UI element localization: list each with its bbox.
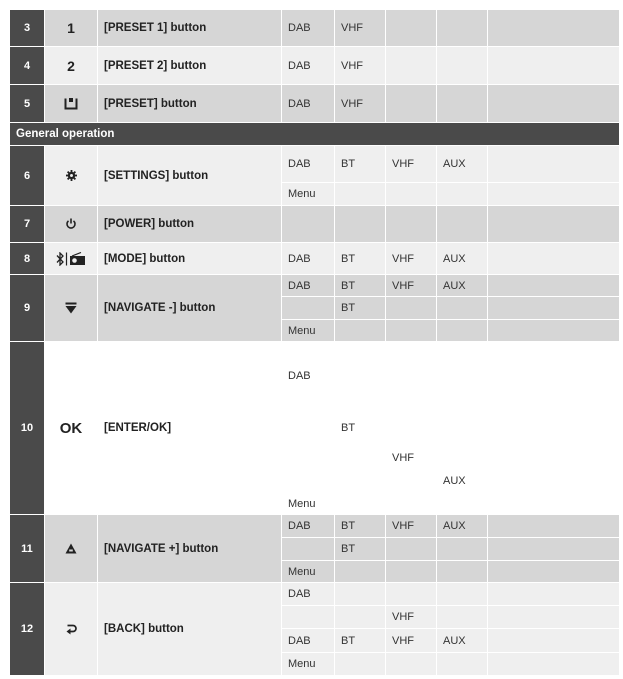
row-11-mode <box>335 561 385 582</box>
row-3-symbol: 1 <box>45 10 97 46</box>
row-9-mode <box>488 320 619 341</box>
row-12-number: 12 <box>10 583 44 675</box>
row-12-mode: VHF <box>386 606 436 628</box>
row-10-mode <box>386 493 436 514</box>
row-11-mode: DAB <box>282 515 334 537</box>
row-6-mode: AUX <box>437 146 487 182</box>
row-10-mode <box>335 446 385 469</box>
row-8-function: [MODE] button <box>98 243 281 274</box>
row-4-mode: DAB <box>282 47 334 84</box>
row-5-function: [PRESET] button <box>98 85 281 122</box>
power-icon <box>45 206 97 242</box>
row-9-function: [NAVIGATE -] button <box>98 275 281 341</box>
row-10-mode: BT <box>335 410 385 445</box>
row-6-mode <box>488 183 619 205</box>
row-9-mode: VHF <box>386 275 436 296</box>
row-12-mode <box>386 583 436 605</box>
row-7-mode <box>386 206 436 242</box>
row-11-mode <box>282 538 334 560</box>
row-7-mode <box>282 206 334 242</box>
row-6-mode: DAB <box>282 146 334 182</box>
row-7-mode <box>488 206 619 242</box>
row-3-mode <box>437 10 487 46</box>
row-5-mode <box>437 85 487 122</box>
row-11-mode <box>437 561 487 582</box>
row-4-mode <box>488 47 619 84</box>
row-11-mode <box>386 538 436 560</box>
row-8-mode: DAB <box>282 243 334 274</box>
row-10-mode <box>282 410 334 445</box>
row-9-mode <box>488 275 619 296</box>
row-12-mode <box>437 606 487 628</box>
row-10-symbol: OK <box>45 342 97 514</box>
preset-save-icon <box>45 85 97 122</box>
row-12-mode: Menu <box>282 653 334 675</box>
row-10-mode: DAB <box>282 342 334 409</box>
row-11-mode <box>488 538 619 560</box>
row-9-mode: AUX <box>437 275 487 296</box>
row-6-mode: VHF <box>386 146 436 182</box>
row-12-mode: BT <box>335 629 385 652</box>
row-10-mode <box>488 410 619 445</box>
row-10-mode <box>488 493 619 514</box>
row-8-mode: VHF <box>386 243 436 274</box>
row-6-mode <box>488 146 619 182</box>
navigate-up-icon <box>45 515 97 582</box>
row-8-mode: BT <box>335 243 385 274</box>
row-12-mode <box>488 583 619 605</box>
row-9-mode <box>335 320 385 341</box>
row-5-mode: VHF <box>335 85 385 122</box>
row-9-mode: Menu <box>282 320 334 341</box>
row-7-mode <box>437 206 487 242</box>
row-10-mode <box>488 342 619 409</box>
row-7-mode <box>335 206 385 242</box>
row-10-function: [ENTER/OK] <box>98 342 281 514</box>
row-6-mode <box>386 183 436 205</box>
row-12-mode <box>437 583 487 605</box>
back-icon <box>45 583 97 675</box>
row-11-mode: VHF <box>386 515 436 537</box>
row-3-mode <box>488 10 619 46</box>
row-12-mode <box>437 653 487 675</box>
row-9-mode <box>488 297 619 319</box>
row-5-number: 5 <box>10 85 44 122</box>
row-7-number: 7 <box>10 206 44 242</box>
row-3-mode: DAB <box>282 10 334 46</box>
row-10-mode <box>335 342 385 409</box>
row-11-mode <box>488 561 619 582</box>
row-9-mode <box>282 297 334 319</box>
row-5-mode <box>386 85 436 122</box>
row-10-mode <box>335 470 385 492</box>
row-10-mode <box>282 470 334 492</box>
row-11-mode: AUX <box>437 515 487 537</box>
row-10-number: 10 <box>10 342 44 514</box>
row-6-mode <box>335 183 385 205</box>
row-6-mode: Menu <box>282 183 334 205</box>
row-12-mode <box>386 653 436 675</box>
row-12-mode <box>488 606 619 628</box>
row-4-mode: VHF <box>335 47 385 84</box>
row-9-mode: BT <box>335 275 385 296</box>
row-12-function: [BACK] button <box>98 583 281 675</box>
row-10-mode <box>386 342 436 409</box>
row-10-mode <box>488 446 619 469</box>
row-6-number: 6 <box>10 146 44 205</box>
row-12-mode <box>282 606 334 628</box>
row-8-mode: AUX <box>437 243 487 274</box>
bluetooth-radio-mode-icon <box>45 243 97 274</box>
row-11-function: [NAVIGATE +] button <box>98 515 281 582</box>
row-4-function: [PRESET 2] button <box>98 47 281 84</box>
row-12-mode <box>488 653 619 675</box>
navigate-down-icon <box>45 275 97 341</box>
row-10-mode <box>437 342 487 409</box>
row-11-mode <box>437 538 487 560</box>
row-12-mode: DAB <box>282 583 334 605</box>
row-12-mode <box>335 606 385 628</box>
row-3-number: 3 <box>10 10 44 46</box>
row-5-mode: DAB <box>282 85 334 122</box>
row-7-function: [POWER] button <box>98 206 281 242</box>
row-8-mode <box>488 243 619 274</box>
row-9-mode: DAB <box>282 275 334 296</box>
row-10-mode <box>386 410 436 445</box>
row-12-mode <box>335 653 385 675</box>
row-9-mode <box>437 320 487 341</box>
row-11-mode <box>488 515 619 537</box>
row-10-mode: VHF <box>386 446 436 469</box>
row-10-mode <box>386 470 436 492</box>
row-4-mode <box>386 47 436 84</box>
row-12-mode <box>488 629 619 652</box>
row-9-mode: BT <box>335 297 385 319</box>
row-3-function: [PRESET 1] button <box>98 10 281 46</box>
row-8-number: 8 <box>10 243 44 274</box>
row-11-mode: Menu <box>282 561 334 582</box>
row-12-mode <box>335 583 385 605</box>
row-3-mode: VHF <box>335 10 385 46</box>
row-10-mode <box>437 410 487 445</box>
row-12-mode: DAB <box>282 629 334 652</box>
row-10-mode: Menu <box>282 493 334 514</box>
row-4-symbol: 2 <box>45 47 97 84</box>
section-heading: General operation <box>10 123 619 145</box>
row-10-mode: AUX <box>437 470 487 492</box>
row-11-mode <box>386 561 436 582</box>
row-12-mode: AUX <box>437 629 487 652</box>
row-12-mode: VHF <box>386 629 436 652</box>
row-9-mode <box>437 297 487 319</box>
row-10-mode <box>437 446 487 469</box>
row-4-number: 4 <box>10 47 44 84</box>
row-11-number: 11 <box>10 515 44 582</box>
row-11-mode: BT <box>335 538 385 560</box>
row-5-mode <box>488 85 619 122</box>
row-10-mode <box>282 446 334 469</box>
row-9-mode <box>386 297 436 319</box>
row-6-function: [SETTINGS] button <box>98 146 281 205</box>
row-4-mode <box>437 47 487 84</box>
row-10-mode <box>488 470 619 492</box>
row-10-mode <box>437 493 487 514</box>
gear-icon <box>45 146 97 205</box>
row-10-mode <box>335 493 385 514</box>
row-3-mode <box>386 10 436 46</box>
row-9-number: 9 <box>10 275 44 341</box>
row-6-mode <box>437 183 487 205</box>
row-6-mode: BT <box>335 146 385 182</box>
row-11-mode: BT <box>335 515 385 537</box>
row-9-mode <box>386 320 436 341</box>
